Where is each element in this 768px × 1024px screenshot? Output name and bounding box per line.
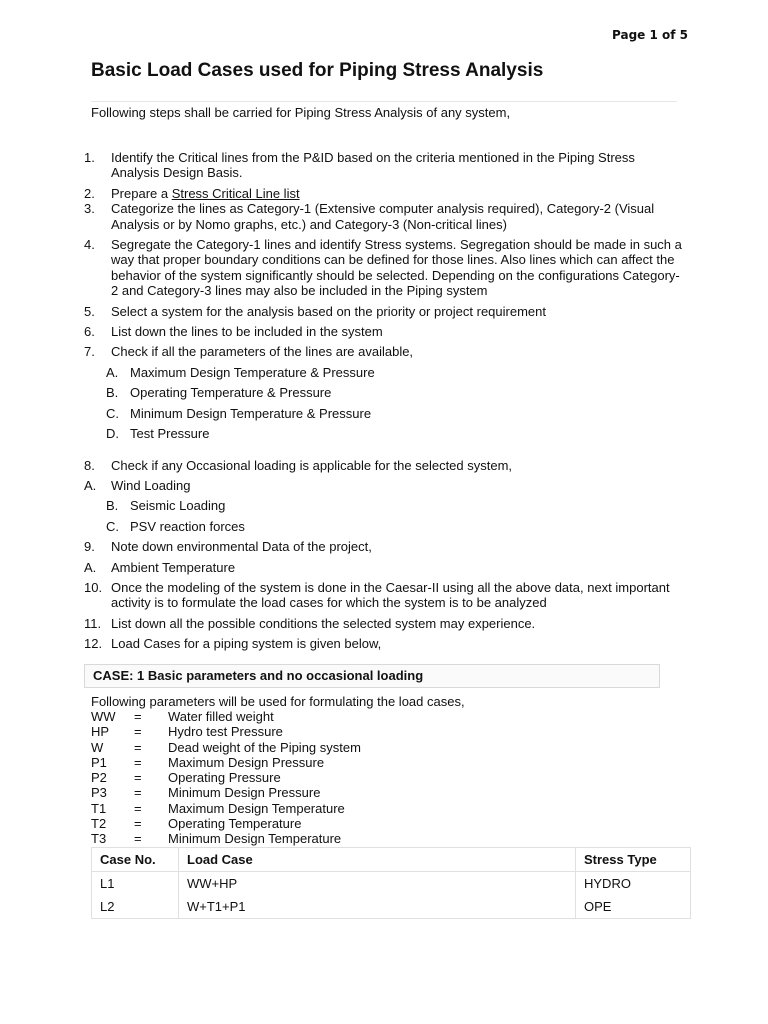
page-number: Page 1 of 5 <box>612 28 688 42</box>
list-item: 3. Categorize the lines as Category-1 (Extensive computer analysis required), Category-2 (Visual Analysis or by Nomo graphs, etc.) and Category-3 (Non-critical lines) <box>84 201 655 232</box>
table-cell: OPE <box>576 895 691 919</box>
list-item: 8. Check if any Occasional loading is applicable for the selected system, <box>84 457 513 473</box>
list-item: 9. Note down environmental Data of the project, <box>84 539 372 555</box>
list-item: 1. Identify the Critical lines from the P&ID based on the criteria mentioned in the Piping Stress Analysis Design Basis. <box>84 150 635 181</box>
stress-critical-line-list-link[interactable]: Stress Critical Line list <box>171 185 300 201</box>
table-header-row <box>92 848 691 872</box>
list-item: A. Maximum Design Temperature & Pressure <box>106 364 375 380</box>
list-item: 2. Prepare a Stress Critical Line list <box>84 185 300 201</box>
table-cell: W+T1+P1 <box>179 895 576 919</box>
list-item: 6. List down the lines to be included in the system <box>84 324 383 340</box>
table-cell: HYDRO <box>576 872 691 896</box>
list-item: 12. Load Cases for a piping system is given below, <box>84 636 382 652</box>
list-item: 7. Check if all the parameters of the lines are available, <box>84 344 414 360</box>
document-title: Basic Load Cases used for Piping Stress Analysis <box>91 60 544 81</box>
list-item: C. PSV reaction forces <box>106 518 245 534</box>
list-item: B. Operating Temperature & Pressure <box>106 385 332 401</box>
intro-text: Following steps shall be carried for Piping Stress Analysis of any system, <box>91 101 677 120</box>
list-item: A. Ambient Temperature <box>84 559 236 575</box>
list-item: C. Minimum Design Temperature & Pressure <box>106 405 372 421</box>
table-cell: WW+HP <box>179 872 576 896</box>
steps-list <box>84 150 684 652</box>
table-row <box>92 872 691 896</box>
column-header-load-case: Load Case <box>179 848 576 872</box>
column-header-case-no: Case No. <box>92 848 179 872</box>
list-item: 5. Select a system for the analysis based on the priority or project requirement <box>84 303 546 319</box>
case-heading: CASE: 1 Basic parameters and no occasional loading <box>84 664 660 688</box>
table-cell: L2 <box>92 895 179 919</box>
table-row <box>92 895 691 919</box>
list-item: 10. Once the modeling of the system is done in the Caesar-II using all the above data, next important activity is to formulate the load cases for which the system is to be analyzed <box>84 579 670 611</box>
list-item: 4. Segregate the Category-1 lines and identify Stress systems. Segregation should be made in such a way that proper boundary conditions can be defined for those lines. Also lines which can affect the behavior of the system significantly should be selected. Depending on the configurations Category-2 and Category-3 lines may also be included in the Piping system <box>84 237 682 299</box>
list-item: 11. List down all the possible conditions the selected system may experience. <box>84 615 536 631</box>
list-item: B. Seismic Loading <box>106 498 226 514</box>
load-case-table <box>91 847 691 919</box>
list-item: A. Wind Loading <box>84 477 191 493</box>
table-cell: L1 <box>92 872 179 896</box>
parameters-intro: Following parameters will be used for formulating the load cases, <box>91 694 465 709</box>
column-header-stress-type: Stress Type <box>576 848 691 872</box>
list-item: D. Test Pressure <box>106 426 210 442</box>
